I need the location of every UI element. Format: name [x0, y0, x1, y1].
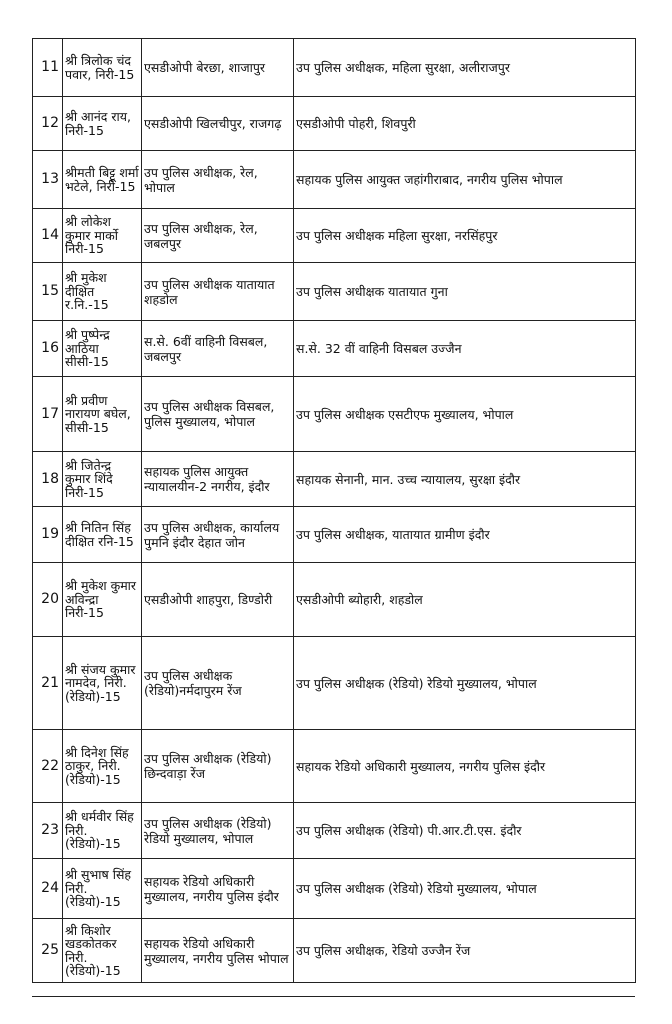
- current-posting: उप पुलिस अधीक्षक, रेल, भोपाल: [142, 151, 294, 209]
- current-posting: एसडीओपी शाहपुरा, डिण्डोरी: [142, 563, 294, 637]
- officer-name: श्री लोकेश कुमार मार्को निरी-15: [63, 209, 142, 263]
- new-posting: उप पुलिस अधीक्षक एसटीएफ मुख्यालय, भोपाल: [294, 377, 636, 452]
- new-posting: उप पुलिस अधीक्षक, यातायात ग्रामीण इंदौर: [294, 507, 636, 563]
- serial-number: 24: [33, 859, 63, 919]
- table-row: [33, 452, 636, 507]
- officer-name: श्री नितिन सिंह दीक्षित रनि-15: [63, 507, 142, 563]
- serial-number: 15: [33, 263, 63, 321]
- current-posting: उप पुलिस अधीक्षक (रेडियो)नर्मदापुरम रेंज: [142, 637, 294, 730]
- officer-name: श्री संजय कुमार नामदेव, निरी. (रेडियो)-15: [63, 637, 142, 730]
- officer-name: श्री धर्मवीर सिंह निरी. (रेडियो)-15: [63, 803, 142, 859]
- serial-number: 14: [33, 209, 63, 263]
- table-row: [33, 730, 636, 803]
- new-posting: उप पुलिस अधीक्षक, रेडियो उज्जैन रेंज: [294, 919, 636, 983]
- table-row: [33, 563, 636, 637]
- officer-name: श्री दिनेश सिंह ठाकुर, निरी. (रेडियो)-15: [63, 730, 142, 803]
- current-posting: एसडीओपी बेरछा, शाजापुर: [142, 39, 294, 97]
- officer-name: श्री आनंद राय, निरी-15: [63, 97, 142, 151]
- current-posting: उप पुलिस अधीक्षक, कार्यालय पुमनि इंदौर देहात जोन: [142, 507, 294, 563]
- current-posting: उप पुलिस अधीक्षक, रेल, जबलपुर: [142, 209, 294, 263]
- table-row: [33, 859, 636, 919]
- officer-name: श्री मुकेश कुमार अविन्द्रा निरी-15: [63, 563, 142, 637]
- serial-number: 17: [33, 377, 63, 452]
- new-posting: सहायक रेडियो अधिकारी मुख्यालय, नगरीय पुलिस इंदौर: [294, 730, 636, 803]
- new-posting: सहायक पुलिस आयुक्त जहांगीराबाद, नगरीय पुलिस भोपाल: [294, 151, 636, 209]
- new-posting: उप पुलिस अधीक्षक (रेडियो) रेडियो मुख्यालय, भोपाल: [294, 637, 636, 730]
- new-posting: एसडीओपी ब्योहारी, शहडोल: [294, 563, 636, 637]
- table-row: [33, 919, 636, 983]
- serial-number: 25: [33, 919, 63, 983]
- table-bottom-border: [32, 996, 635, 997]
- table-row: [33, 637, 636, 730]
- new-posting: स.से. 32 वीं वाहिनी विसबल उज्जैन: [294, 321, 636, 377]
- officer-name: श्रीमती बिट्टू शर्मा भटेले, निरी-15: [63, 151, 142, 209]
- new-posting: सहायक सेनानी, मान. उच्च न्यायालय, सुरक्षा इंदौर: [294, 452, 636, 507]
- current-posting: सहायक रेडियो अधिकारी मुख्यालय, नगरीय पुलिस भोपाल: [142, 919, 294, 983]
- transfer-table: [32, 38, 636, 983]
- table-row: [33, 97, 636, 151]
- table-row: [33, 377, 636, 452]
- new-posting: उप पुलिस अधीक्षक (रेडियो) पी.आर.टी.एस. इंदौर: [294, 803, 636, 859]
- officer-name: श्री त्रिलोक चंद पवार, निरी-15: [63, 39, 142, 97]
- serial-number: 16: [33, 321, 63, 377]
- officer-name: श्री जितेन्द्र कुमार शिंदे निरी-15: [63, 452, 142, 507]
- current-posting: उप पुलिस अधीक्षक (रेडियो) रेडियो मुख्यालय, भोपाल: [142, 803, 294, 859]
- serial-number: 18: [33, 452, 63, 507]
- table-row: [33, 151, 636, 209]
- serial-number: 23: [33, 803, 63, 859]
- current-posting: एसडीओपी खिलचीपुर, राजगढ़: [142, 97, 294, 151]
- serial-number: 21: [33, 637, 63, 730]
- current-posting: उप पुलिस अधीक्षक विसबल, पुलिस मुख्यालय, भोपाल: [142, 377, 294, 452]
- table-row: [33, 263, 636, 321]
- new-posting: एसडीओपी पोहरी, शिवपुरी: [294, 97, 636, 151]
- table-row: [33, 803, 636, 859]
- new-posting: उप पुलिस अधीक्षक (रेडियो) रेडियो मुख्यालय, भोपाल: [294, 859, 636, 919]
- serial-number: 12: [33, 97, 63, 151]
- table-row: [33, 507, 636, 563]
- serial-number: 13: [33, 151, 63, 209]
- serial-number: 19: [33, 507, 63, 563]
- current-posting: उप पुलिस अधीक्षक यातायात शहडोल: [142, 263, 294, 321]
- table-row: [33, 209, 636, 263]
- table-row: [33, 39, 636, 97]
- current-posting: स.से. 6वीं वाहिनी विसबल, जबलपुर: [142, 321, 294, 377]
- new-posting: उप पुलिस अधीक्षक महिला सुरक्षा, नरसिंहपुर: [294, 209, 636, 263]
- new-posting: उप पुलिस अधीक्षक, महिला सुरक्षा, अलीराजपुर: [294, 39, 636, 97]
- current-posting: उप पुलिस अधीक्षक (रेडियो) छिन्दवाड़ा रेंज: [142, 730, 294, 803]
- new-posting: उप पुलिस अधीक्षक यातायात गुना: [294, 263, 636, 321]
- current-posting: सहायक रेडियो अधिकारी मुख्यालय, नगरीय पुलिस इंदौर: [142, 859, 294, 919]
- officer-name: श्री किशोर खडकोतकर निरी. (रेडियो)-15: [63, 919, 142, 983]
- table-row: [33, 321, 636, 377]
- serial-number: 20: [33, 563, 63, 637]
- serial-number: 22: [33, 730, 63, 803]
- serial-number: 11: [33, 39, 63, 97]
- officer-name: श्री मुकेश दीक्षित र.नि.-15: [63, 263, 142, 321]
- officer-name: श्री सुभाष सिंह निरी. (रेडियो)-15: [63, 859, 142, 919]
- officer-name: श्री प्रवीण नारायण बघेल, सीसी-15: [63, 377, 142, 452]
- officer-name: श्री पुष्पेन्द्र आठिया सीसी-15: [63, 321, 142, 377]
- current-posting: सहायक पुलिस आयुक्त न्यायालयीन-2 नगरीय, इंदौर: [142, 452, 294, 507]
